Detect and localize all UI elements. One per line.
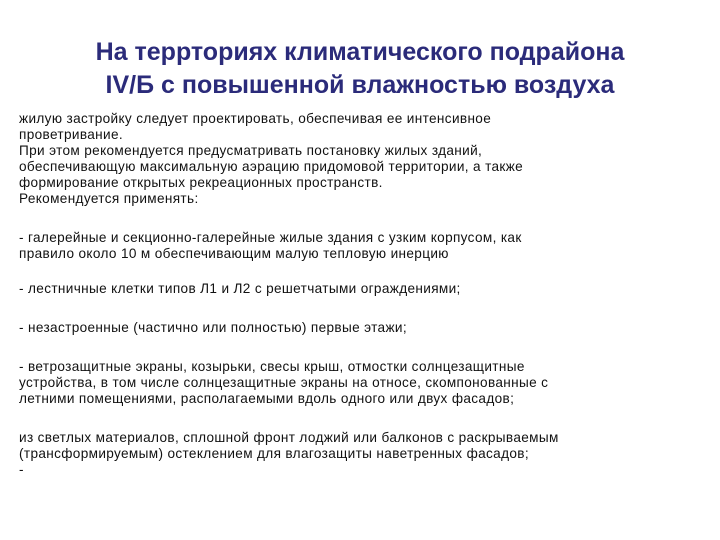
paragraph-aeration (19, 143, 699, 191)
text-line: проветривание. (19, 127, 124, 142)
text-line: правило около 10 м обеспечивающим малую тепловую инерцию (19, 246, 449, 261)
text-line: летними помещениями, располагаемыми вдоль одного или двух фасадов; (19, 391, 515, 406)
text-line: - лестничные клетки типов Л1 и Л2 с решетчатыми ограждениями; (19, 281, 461, 296)
text-line: Рекомендуется применять: (19, 191, 199, 206)
spacer (19, 336, 699, 359)
text-line: обеспечивающую максимальную аэрацию придомовой территории, а также (19, 159, 524, 174)
text-line: - ветрозащитные экраны, козырьки, свесы крыш, отмостки солнцезащитные (19, 359, 525, 374)
text-line: При этом рекомендуется предусматривать постановку жилых зданий, (19, 143, 483, 158)
text-line: - (19, 462, 24, 477)
text-line: - галерейные и секционно-галерейные жилые здания с узким корпусом, как (19, 230, 522, 245)
spacer (19, 207, 699, 230)
slide-body (19, 111, 699, 478)
text-line: из светлых материалов, сплошной фронт лоджий или балконов с раскрываемым (19, 430, 559, 445)
paragraph-ventilation (19, 111, 699, 143)
text-line: - незастроенные (частично или полностью) первые этажи; (19, 320, 407, 335)
title-line: На террториях климатического подрайона (95, 38, 625, 66)
list-item-open-floors (19, 320, 699, 336)
text-line: (трансформируемым) остеклением для влагозащиты наветренных фасадов; (19, 446, 529, 461)
paragraph-recommended (19, 191, 699, 207)
list-item-staircases (19, 281, 699, 297)
text-line: формирование открытых рекреационных пространств. (19, 175, 383, 190)
spacer (19, 407, 699, 430)
spacer (19, 262, 699, 281)
text-line: жилую застройку следует проектировать, обеспечивая ее интенсивное (19, 111, 492, 126)
title-line: IV/Б с повышенной влажностью воздуха (105, 71, 615, 99)
text-line: устройства, в том числе солнцезащитные экраны на относе, скомпонованные с (19, 375, 549, 390)
list-item-gallery-buildings (19, 230, 699, 262)
list-item-wind-screens (19, 359, 699, 407)
spacer (19, 297, 699, 320)
slide-title (20, 36, 700, 102)
list-item-light-materials (19, 430, 699, 478)
